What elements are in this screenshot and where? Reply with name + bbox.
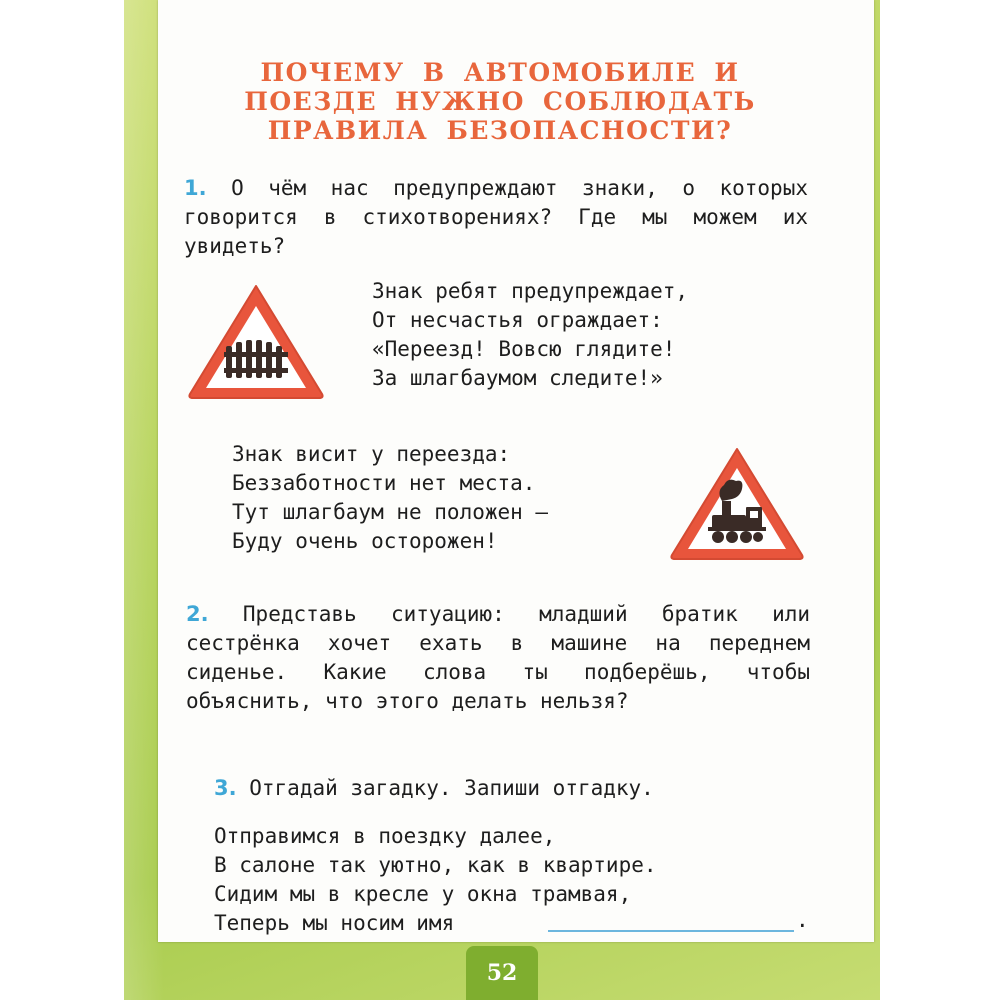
poem-2-line: Беззаботности нет места. [232, 471, 536, 495]
task-3 [214, 774, 814, 803]
railway-crossing-without-barrier-sign-icon [666, 443, 808, 563]
poem-1 [372, 277, 802, 393]
task-2-text: Представь ситуацию: младший братик или сестрёнка хочет ехать в машине на переднем сиденье. Какие слова ты подберёшь, чтобы объяснить, что этого делать нельзя? [186, 602, 810, 713]
task-2-number: 2. [186, 602, 209, 626]
poem-2-line: Буду очень осторожен! [232, 529, 498, 553]
poem-2-line: Тут шлагбаум не положен — [232, 500, 549, 524]
riddle [214, 822, 814, 938]
riddle-line: В салоне так уютно, как в квартире. [214, 853, 657, 877]
answer-line[interactable] [548, 930, 794, 932]
task-3-number: 3. [214, 776, 237, 800]
task-1-text: О чём нас предупреждают знаки, о которых говорится в стихотворениях? Где мы можем их увидеть? [184, 176, 808, 258]
task-2 [186, 600, 810, 716]
riddle-end-period: . [796, 908, 809, 932]
poem-1-line: За шлагбаумом следите!» [372, 366, 663, 390]
task-3-text: Отгадай загадку. Запиши отгадку. [249, 776, 654, 800]
poem-2 [232, 440, 662, 556]
poem-2-line: Знак висит у переезда: [232, 442, 511, 466]
railway-crossing-with-barrier-sign-icon [184, 280, 328, 402]
page-number-tab [466, 946, 538, 1000]
riddle-line: Теперь мы носим имя [214, 911, 455, 935]
task-1 [184, 174, 808, 261]
poem-1-line: Знак ребят предупреждает, [372, 279, 689, 303]
page-title: ПОЧЕМУ В АВТОМОБИЛЕ И ПОЕЗДЕ НУЖНО СОБЛЮДАТЬ ПРАВИЛА БЕЗОПАСНОСТИ? [244, 58, 756, 145]
riddle-line: Сидим мы в кресле у окна трамвая, [214, 882, 632, 906]
page-number: 52 [486, 960, 518, 986]
poem-1-line: «Переезд! Вовсю глядите! [372, 337, 676, 361]
poem-1-line: От несчастья ограждает: [372, 308, 663, 332]
riddle-line: Отправимся в поездку далее, [214, 824, 556, 848]
task-1-number: 1. [184, 176, 207, 200]
